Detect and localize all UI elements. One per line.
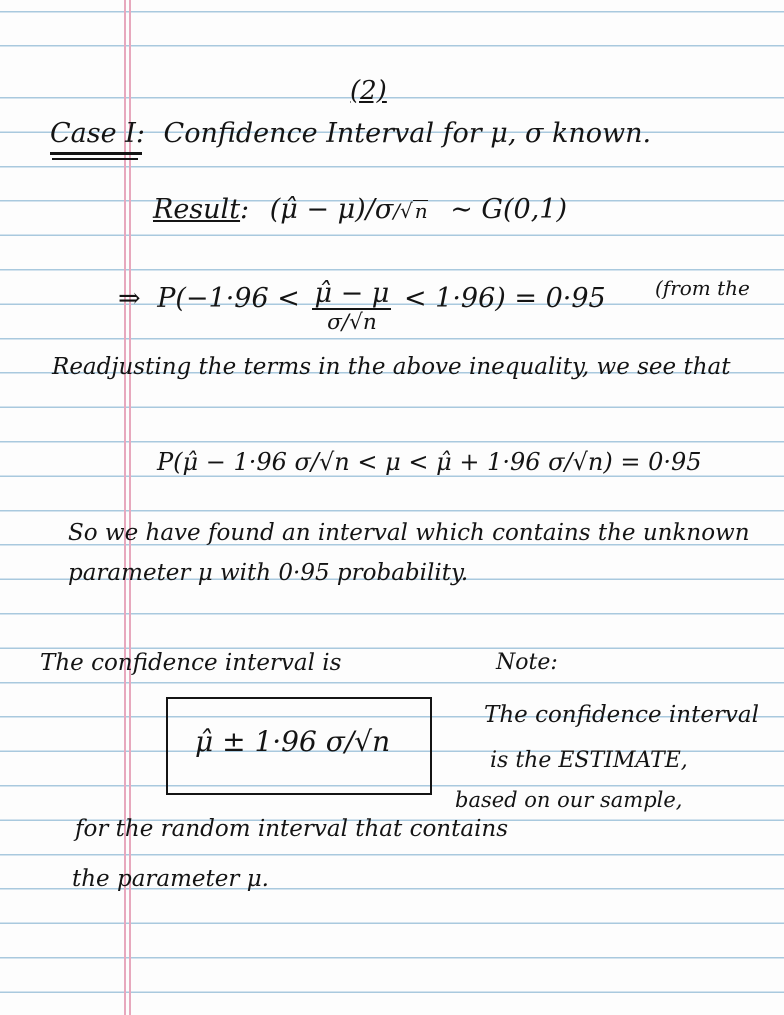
found-text-line1: So we have found an interval which contains the unknown — [68, 520, 750, 546]
case-label: Case I — [50, 118, 136, 149]
implication-line — [118, 280, 606, 334]
ci-intro: The confidence interval is — [40, 650, 342, 676]
result-label: Result — [153, 194, 241, 225]
found-text-line2: parameter μ with 0·95 probability. — [68, 560, 469, 586]
closing-line2: the parameter μ. — [72, 866, 269, 892]
fraction-denominator: σ/√n — [327, 310, 377, 335]
case-title: Confidence Interval for μ, σ known. — [163, 118, 652, 149]
case-colon: : — [135, 118, 145, 149]
case-underline — [50, 152, 142, 155]
prob-open: P(−1·96 < — [157, 283, 300, 314]
result-root-n: n — [414, 199, 428, 223]
result-colon: : — [240, 194, 250, 225]
note-line3: based on our sample, — [455, 788, 683, 812]
rearrange-text: Readjusting the terms in the above inequality, we see that — [52, 354, 731, 380]
standardized-fraction — [312, 280, 391, 334]
result-sigma: σ — [374, 194, 394, 225]
fraction-numerator: μ̂ − μ — [314, 278, 390, 309]
case-heading — [50, 120, 651, 147]
closing-line1: for the random interval that contains — [75, 816, 509, 842]
implies-arrow: ⇒ — [118, 283, 141, 314]
prob-close: < 1·96) = 0·95 — [403, 283, 606, 314]
note-line2: is the ESTIMATE, — [490, 748, 688, 773]
side-note: (from the — [655, 276, 750, 300]
note-title: Note: — [496, 650, 558, 675]
note-line1: The confidence interval — [484, 702, 759, 728]
result-line: Result: (μ̂ − μ)/σ/√ n ∼ G(0,1) — [153, 194, 567, 225]
result-rhs: ∼ G(0,1) — [450, 194, 567, 225]
result-lhs: (μ̂ − μ) — [269, 194, 366, 225]
case-underline — [52, 158, 138, 160]
ci-formula: μ̂ ± 1·96 σ/√n — [195, 725, 391, 758]
probability-statement: P(μ̂ − 1·96 σ/√n < μ < μ̂ + 1·96 σ/√n) = 0·95 — [157, 448, 702, 476]
result-slash: / — [365, 194, 375, 225]
page-number: (2) — [350, 76, 387, 106]
